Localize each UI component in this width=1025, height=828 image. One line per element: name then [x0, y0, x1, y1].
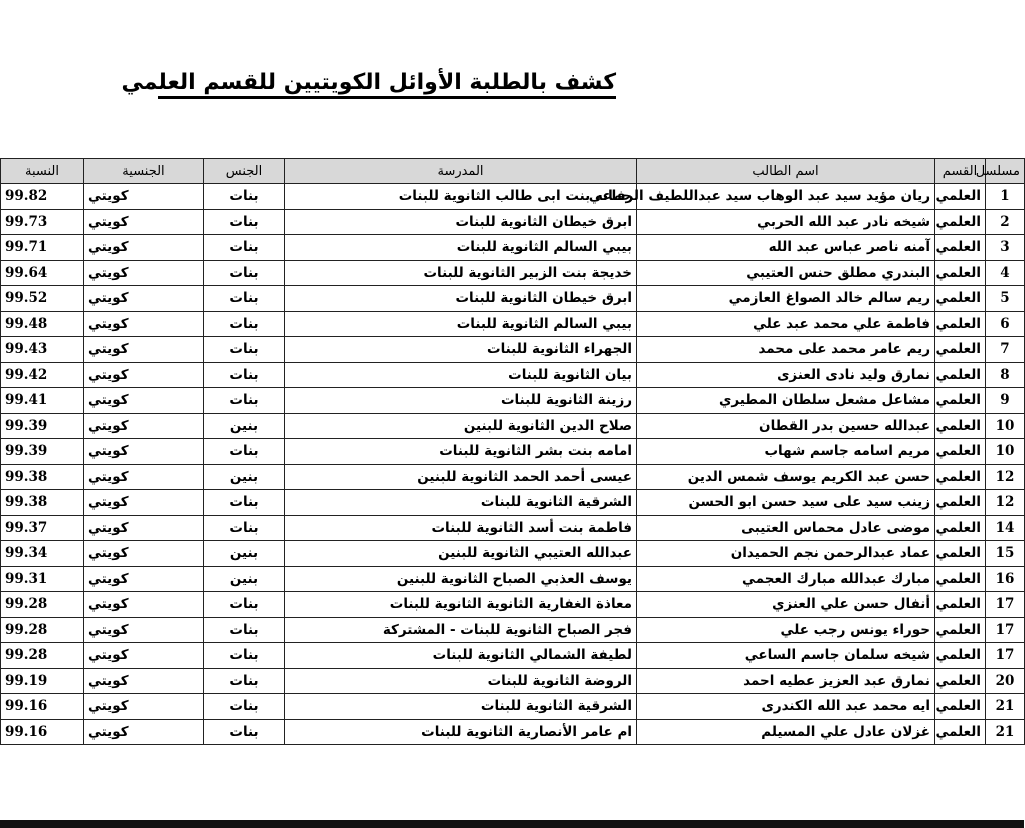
table-row [1, 617, 1025, 643]
cell-school: الروضة الثانوية للبنات [285, 668, 637, 694]
table-row [1, 566, 1025, 592]
cell-serial: 21 [986, 694, 1025, 720]
cell-serial: 5 [986, 286, 1025, 312]
cell-nationality: كويتي [84, 362, 204, 388]
cell-department: العلمي [935, 566, 986, 592]
cell-nationality: كويتي [84, 413, 204, 439]
cell-nationality: كويتي [84, 566, 204, 592]
cell-nationality: كويتي [84, 592, 204, 618]
cell-percentage: 99.73 [1, 209, 84, 235]
cell-school: لطيفة الشمالي الثانوية للبنات [285, 643, 637, 669]
cell-serial: 17 [986, 617, 1025, 643]
cell-department: العلمي [935, 643, 986, 669]
cell-serial: 17 [986, 643, 1025, 669]
cell-gender: بنات [204, 388, 285, 414]
cell-percentage: 99.34 [1, 541, 84, 567]
cell-student-name: ريان مؤيد سيد عبد الوهاب سيد عبداللطيف الرفاعي [637, 184, 935, 210]
cell-student-name: ريم عامر محمد على محمد [637, 337, 935, 363]
cell-department: العلمي [935, 337, 986, 363]
cell-school: امامه بنت بشر الثانوية للبنات [285, 439, 637, 465]
cell-student-name: ايه محمد عبد الله الكندرى [637, 694, 935, 720]
cell-percentage: 99.48 [1, 311, 84, 337]
results-table [0, 158, 1025, 745]
cell-percentage: 99.28 [1, 592, 84, 618]
cell-school: ابرق خيطان الثانوية للبنات [285, 286, 637, 312]
cell-nationality: كويتي [84, 490, 204, 516]
cell-department: العلمي [935, 362, 986, 388]
cell-nationality: كويتي [84, 209, 204, 235]
cell-student-name: البندري مطلق حنس العتيبي [637, 260, 935, 286]
cell-student-name: موضى عادل محماس العتيبى [637, 515, 935, 541]
cell-department: العلمي [935, 617, 986, 643]
cell-student-name: مشاعل مشعل سلطان المطيري [637, 388, 935, 414]
cell-nationality: كويتي [84, 286, 204, 312]
table-row [1, 311, 1025, 337]
cell-school: ام عامر الأنصارية الثانوية للبنات [285, 719, 637, 745]
header-nationality: الجنسية [84, 159, 204, 184]
table-row [1, 184, 1025, 210]
header-school: المدرسة [285, 159, 637, 184]
cell-department: العلمي [935, 388, 986, 414]
cell-nationality: كويتي [84, 388, 204, 414]
cell-student-name: فاطمة علي محمد عبد علي [637, 311, 935, 337]
cell-school: بيبي السالم الثانوية للبنات [285, 235, 637, 261]
table-row [1, 490, 1025, 516]
cell-percentage: 99.42 [1, 362, 84, 388]
cell-serial: 2 [986, 209, 1025, 235]
cell-percentage: 99.71 [1, 235, 84, 261]
table-row [1, 362, 1025, 388]
table-row [1, 464, 1025, 490]
table-row [1, 694, 1025, 720]
header-gender: الجنس [204, 159, 285, 184]
cell-percentage: 99.82 [1, 184, 84, 210]
cell-percentage: 99.28 [1, 617, 84, 643]
cell-percentage: 99.16 [1, 719, 84, 745]
table-row [1, 439, 1025, 465]
table-row [1, 209, 1025, 235]
cell-gender: بنات [204, 286, 285, 312]
cell-school: ابرق خيطان الثانوية للبنات [285, 209, 637, 235]
cell-student-name: شيخه نادر عبد الله الحربي [637, 209, 935, 235]
cell-department: العلمي [935, 694, 986, 720]
cell-gender: بنين [204, 566, 285, 592]
page-title: كشف بالطلبة الأوائل الكويتيين للقسم العلمي [158, 70, 616, 99]
cell-gender: بنات [204, 311, 285, 337]
cell-department: العلمي [935, 439, 986, 465]
cell-department: العلمي [935, 413, 986, 439]
header-name: اسم الطالب [637, 159, 935, 184]
bottom-border-bar [0, 820, 1024, 828]
cell-serial: 9 [986, 388, 1025, 414]
cell-serial: 12 [986, 490, 1025, 516]
cell-percentage: 99.64 [1, 260, 84, 286]
cell-school: بيبي السالم الثانوية للبنات [285, 311, 637, 337]
cell-school: معاذة الغفارية الثانوية الثانوية للبنات [285, 592, 637, 618]
cell-gender: بنين [204, 541, 285, 567]
table-row [1, 286, 1025, 312]
table-row [1, 260, 1025, 286]
cell-gender: بنات [204, 209, 285, 235]
cell-nationality: كويتي [84, 260, 204, 286]
cell-student-name: مريم اسامه جاسم شهاب [637, 439, 935, 465]
table-row [1, 592, 1025, 618]
cell-gender: بنات [204, 617, 285, 643]
cell-gender: بنين [204, 413, 285, 439]
cell-percentage: 99.31 [1, 566, 84, 592]
cell-nationality: كويتي [84, 184, 204, 210]
cell-department: العلمي [935, 260, 986, 286]
cell-gender: بنات [204, 490, 285, 516]
cell-percentage: 99.19 [1, 668, 84, 694]
cell-gender: بنات [204, 362, 285, 388]
cell-department: العلمي [935, 311, 986, 337]
table-row [1, 515, 1025, 541]
cell-department: العلمي [935, 592, 986, 618]
cell-serial: 7 [986, 337, 1025, 363]
cell-school: رزينة الثانوية للبنات [285, 388, 637, 414]
cell-student-name: غزلان عادل علي المسيلم [637, 719, 935, 745]
cell-school: الجهراء الثانوية للبنات [285, 337, 637, 363]
cell-department: العلمي [935, 719, 986, 745]
cell-percentage: 99.37 [1, 515, 84, 541]
cell-nationality: كويتي [84, 464, 204, 490]
cell-percentage: 99.38 [1, 490, 84, 516]
cell-student-name: مبارك عبدالله مبارك العجمي [637, 566, 935, 592]
header-department: القسم [935, 159, 986, 184]
cell-nationality: كويتي [84, 515, 204, 541]
cell-school: فجر الصباح الثانوية للبنات - المشتركة [285, 617, 637, 643]
cell-nationality: كويتي [84, 337, 204, 363]
cell-school: بيان الثانوية للبنات [285, 362, 637, 388]
header-serial: مسلسل [986, 159, 1025, 184]
cell-percentage: 99.39 [1, 413, 84, 439]
cell-nationality: كويتي [84, 235, 204, 261]
cell-nationality: كويتي [84, 541, 204, 567]
cell-gender: بنات [204, 668, 285, 694]
cell-school: الشرقية الثانوية للبنات [285, 694, 637, 720]
cell-serial: 17 [986, 592, 1025, 618]
header-percentage: النسبة [1, 159, 84, 184]
cell-percentage: 99.52 [1, 286, 84, 312]
cell-serial: 1 [986, 184, 1025, 210]
cell-gender: بنات [204, 337, 285, 363]
cell-department: العلمي [935, 541, 986, 567]
cell-department: العلمي [935, 490, 986, 516]
cell-department: العلمي [935, 184, 986, 210]
cell-gender: بنات [204, 235, 285, 261]
cell-serial: 21 [986, 719, 1025, 745]
cell-serial: 4 [986, 260, 1025, 286]
cell-student-name: آمنه ناصر عباس عبد الله [637, 235, 935, 261]
cell-serial: 3 [986, 235, 1025, 261]
cell-school: عيسى أحمد الحمد الثانوية للبنين [285, 464, 637, 490]
cell-serial: 12 [986, 464, 1025, 490]
cell-school: صلاح الدين الثانوية للبنين [285, 413, 637, 439]
cell-school: يوسف العذبي الصباح الثانوية للبنين [285, 566, 637, 592]
table-body [1, 184, 1025, 745]
cell-nationality: كويتي [84, 311, 204, 337]
cell-department: العلمي [935, 235, 986, 261]
cell-nationality: كويتي [84, 694, 204, 720]
table-row [1, 643, 1025, 669]
cell-department: العلمي [935, 668, 986, 694]
cell-gender: بنات [204, 184, 285, 210]
cell-serial: 10 [986, 439, 1025, 465]
cell-nationality: كويتي [84, 719, 204, 745]
cell-percentage: 99.39 [1, 439, 84, 465]
cell-percentage: 99.41 [1, 388, 84, 414]
cell-student-name: شيخه سلمان جاسم الساعي [637, 643, 935, 669]
table-row [1, 388, 1025, 414]
table-header-row [1, 159, 1025, 184]
cell-serial: 10 [986, 413, 1025, 439]
cell-percentage: 99.16 [1, 694, 84, 720]
cell-gender: بنات [204, 643, 285, 669]
cell-school: خديجة بنت الزبير الثانوية للبنات [285, 260, 637, 286]
cell-student-name: حسن عبد الكريم يوسف شمس الدين [637, 464, 935, 490]
table-row [1, 541, 1025, 567]
cell-student-name: عبدالله حسين بدر القطان [637, 413, 935, 439]
table-row [1, 413, 1025, 439]
cell-student-name: ريم سالم خالد الصواغ العازمي [637, 286, 935, 312]
cell-student-name: نمارق وليد نادى العنزى [637, 362, 935, 388]
cell-department: العلمي [935, 286, 986, 312]
cell-department: العلمي [935, 209, 986, 235]
cell-student-name: حوراء يونس رجب علي [637, 617, 935, 643]
cell-department: العلمي [935, 464, 986, 490]
cell-gender: بنات [204, 439, 285, 465]
table-row [1, 668, 1025, 694]
cell-serial: 8 [986, 362, 1025, 388]
cell-percentage: 99.38 [1, 464, 84, 490]
cell-nationality: كويتي [84, 439, 204, 465]
cell-serial: 15 [986, 541, 1025, 567]
cell-student-name: نمارق عبد العزيز عطيه احمد [637, 668, 935, 694]
cell-gender: بنات [204, 719, 285, 745]
cell-gender: بنين [204, 464, 285, 490]
table-row [1, 235, 1025, 261]
cell-nationality: كويتي [84, 668, 204, 694]
cell-school: فاطمة بنت أسد الثانوية للبنات [285, 515, 637, 541]
cell-school: عبدالله العتيبي الثانوية للبنين [285, 541, 637, 567]
cell-gender: بنات [204, 592, 285, 618]
cell-student-name: زينب سيد على سيد حسن ابو الحسن [637, 490, 935, 516]
cell-gender: بنات [204, 260, 285, 286]
cell-student-name: أنفال حسن علي العنزي [637, 592, 935, 618]
cell-gender: بنات [204, 515, 285, 541]
cell-serial: 16 [986, 566, 1025, 592]
cell-serial: 14 [986, 515, 1025, 541]
cell-nationality: كويتي [84, 617, 204, 643]
cell-percentage: 99.28 [1, 643, 84, 669]
cell-school: الشرقية الثانوية للبنات [285, 490, 637, 516]
cell-school: جمانه بنت ابى طالب الثانوية للبنات [285, 184, 637, 210]
table-row [1, 337, 1025, 363]
cell-gender: بنات [204, 694, 285, 720]
cell-serial: 6 [986, 311, 1025, 337]
cell-nationality: كويتي [84, 643, 204, 669]
table-row [1, 719, 1025, 745]
cell-serial: 20 [986, 668, 1025, 694]
cell-percentage: 99.43 [1, 337, 84, 363]
cell-department: العلمي [935, 515, 986, 541]
cell-student-name: عماد عبدالرحمن نجم الحميدان [637, 541, 935, 567]
